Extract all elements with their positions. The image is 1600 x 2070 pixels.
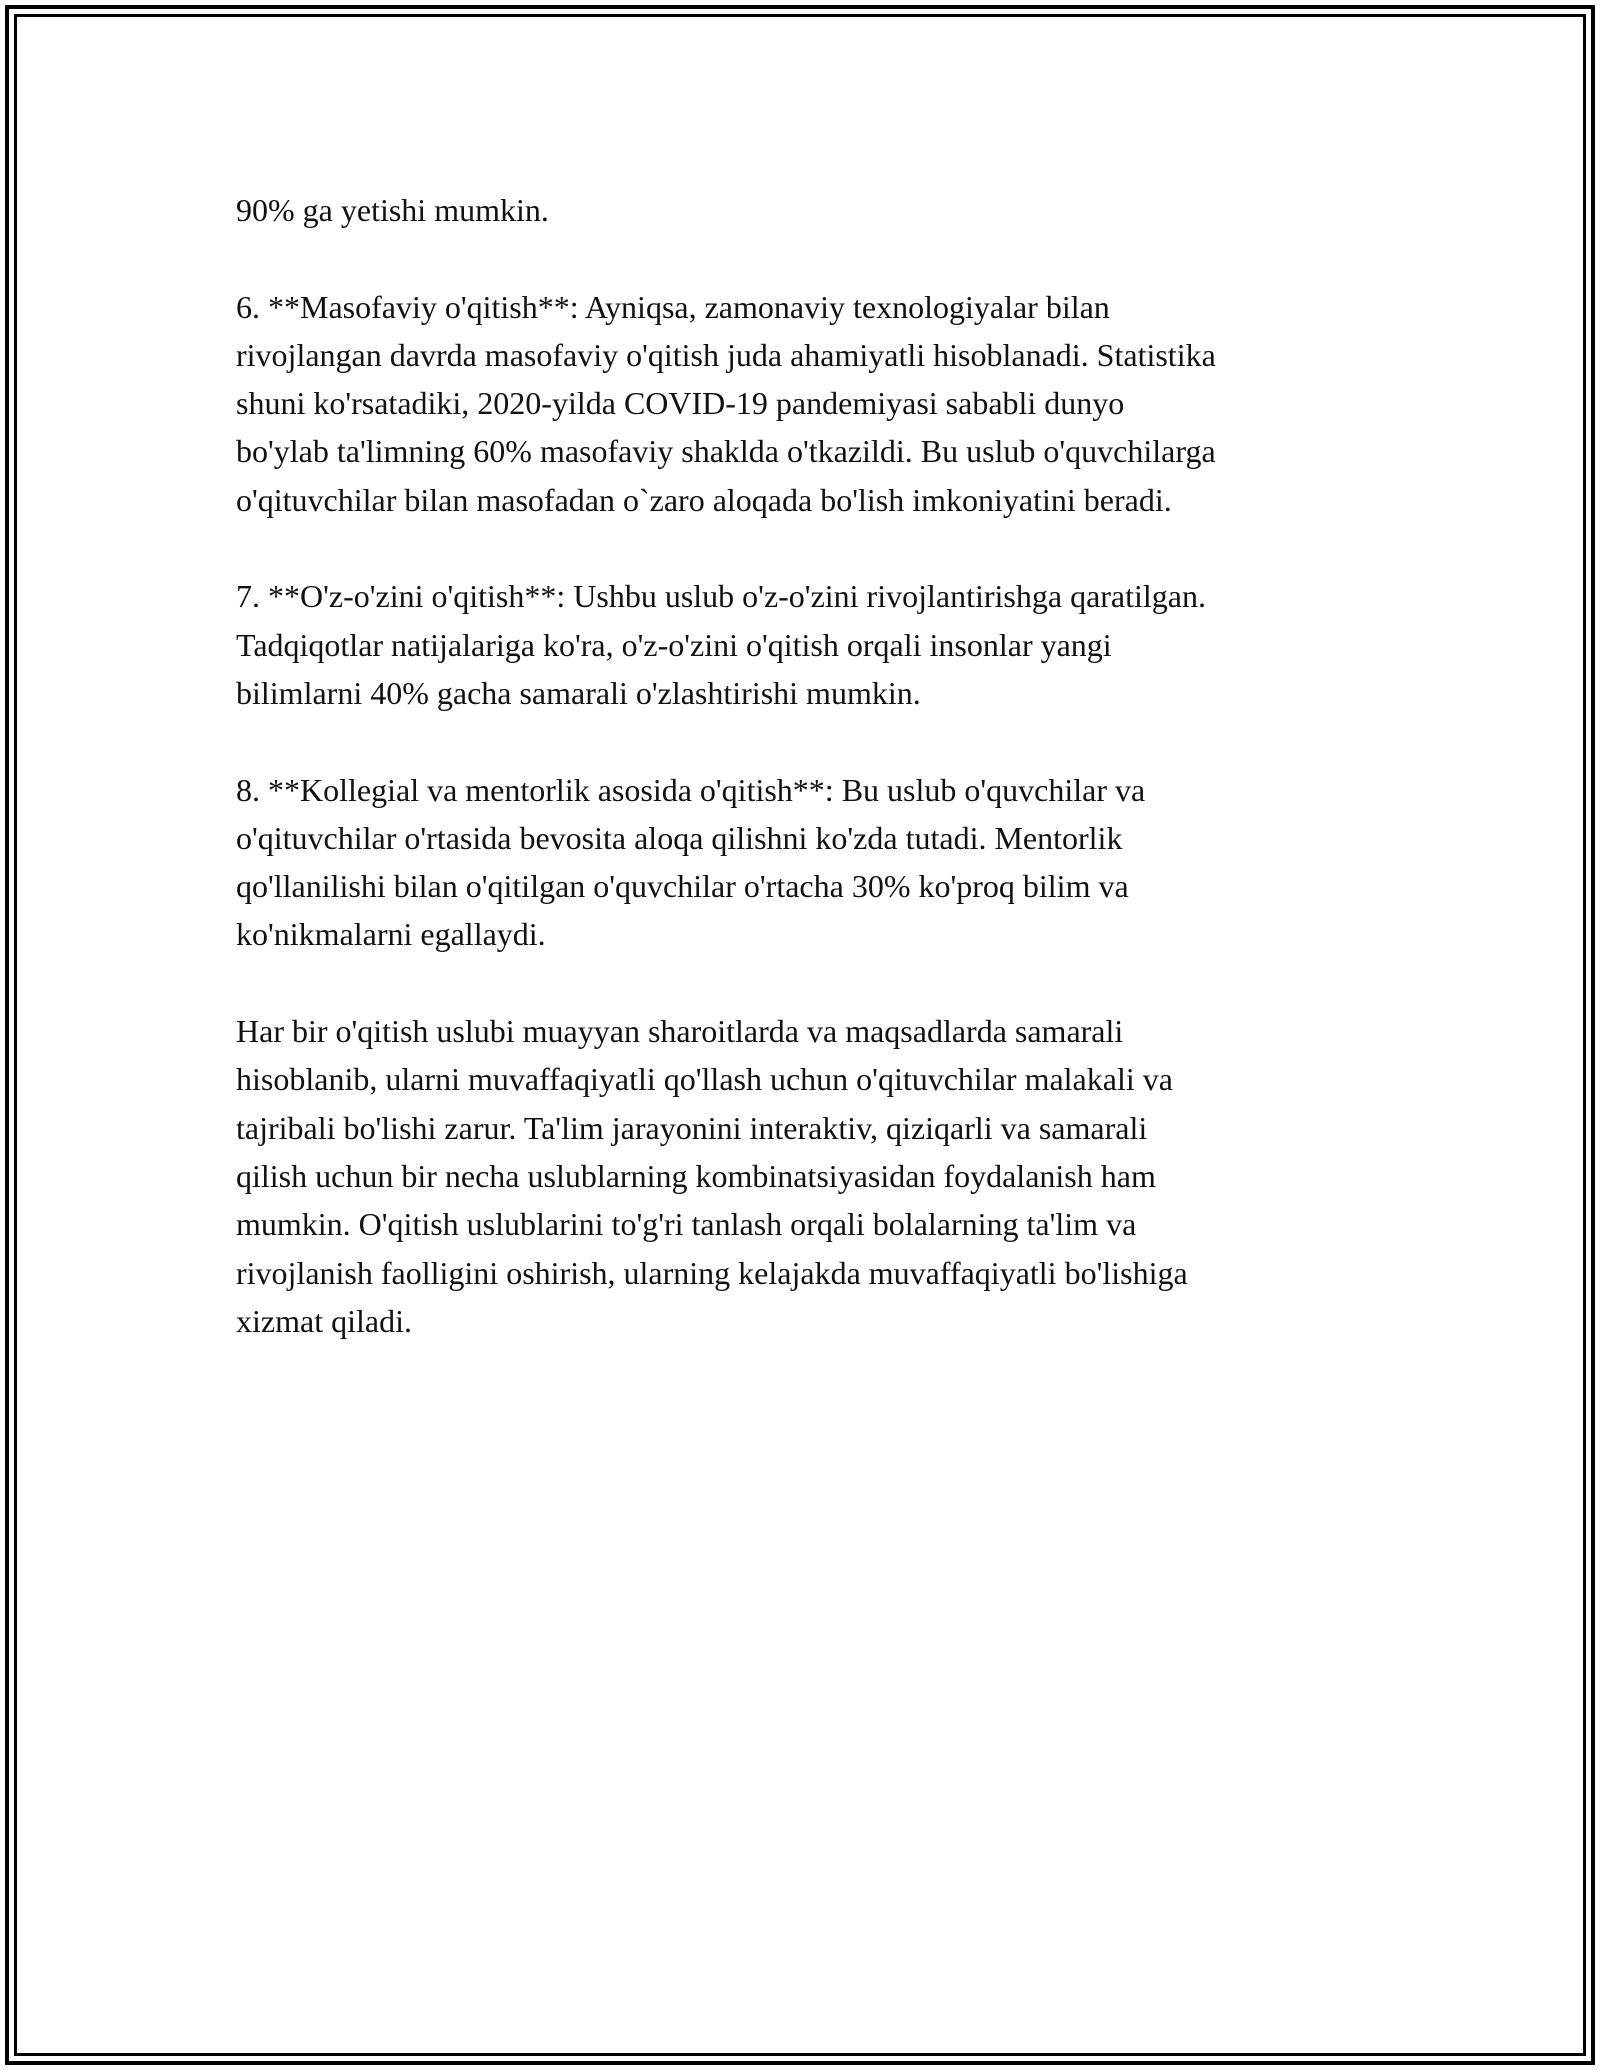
text-line: tajribali bo'lishi zarur. Ta'lim jarayonini interaktiv, qiziqarli va samarali <box>236 1109 1148 1146</box>
paragraph-continuation <box>236 186 1386 234</box>
text-line: 90% ga yetishi mumkin. <box>236 192 549 228</box>
paragraph-item-8 <box>236 766 1386 959</box>
text-line: xizmat qiladi. <box>236 1302 412 1339</box>
paragraph-conclusion <box>236 1007 1386 1345</box>
text-line: shuni ko'rsatadiki, 2020-yilda COVID-19 pandemiyasi sababli dunyo <box>236 385 1125 422</box>
text-line: hisoblanib, ularni muvaffaqiyatli qo'llash uchun o'qituvchilar malakali va <box>236 1061 1173 1098</box>
text-line: 8. **Kollegial va mentorlik asosida o'qitish**: Bu uslub o'quvchilar va <box>236 771 1146 808</box>
paragraph-gap <box>236 959 1386 1007</box>
document-body <box>236 186 1386 1345</box>
text-line: qilish uchun bir necha uslublarning kombinatsiyasidan foydalanish ham <box>236 1157 1156 1194</box>
text-line: qo'llanilishi bilan o'qitilgan o'quvchilar o'rtacha 30% ko'proq bilim va <box>236 868 1129 905</box>
text-line: o'qituvchilar bilan masofadan o`zaro aloqada bo'lish imkoniyatini beradi. <box>236 481 1172 518</box>
text-line: mumkin. O'qitish uslublarini to'g'ri tanlash orqali bolalarning ta'lim va <box>236 1206 1137 1243</box>
text-line: Har bir o'qitish uslubi muayyan sharoitlarda va maqsadlarda samarali <box>236 1013 1124 1050</box>
text-line: bo'ylab ta'limning 60% masofaviy shaklda o'tkazildi. Bu uslub o'quvchilarga <box>236 433 1216 470</box>
text-line: rivojlanish faolligini oshirish, ularning kelajakda muvaffaqiyatli bo'lishiga <box>236 1254 1188 1291</box>
text-line: o'qituvchilar o'rtasida bevosita aloqa qilishni ko'zda tutadi. Mentorlik <box>236 819 1123 856</box>
text-line: 6. **Masofaviy o'qitish**: Ayniqsa, zamonaviy texnologiyalar bilan <box>236 288 1110 325</box>
text-line: 7. **O'z-o'zini o'qitish**: Ushbu uslub o'z-o'zini rivojlantirishga qaratilgan. <box>236 578 1206 615</box>
paragraph-gap <box>236 234 1386 282</box>
text-line: Tadqiqotlar natijalariga ko'ra, o'z-o'zini o'qitish orqali insonlar yangi <box>236 626 1112 663</box>
paragraph-item-6 <box>236 283 1386 524</box>
text-line: rivojlangan davrda masofaviy o'qitish juda ahamiyatli hisoblanadi. Statistika <box>236 336 1216 373</box>
text-line: bilimlarni 40% gacha samarali o'zlashtirishi mumkin. <box>236 674 921 711</box>
paragraph-gap <box>236 524 1386 572</box>
paragraph-gap <box>236 717 1386 765</box>
text-line: ko'nikmalarni egallaydi. <box>236 916 546 953</box>
paragraph-item-7 <box>236 572 1386 717</box>
